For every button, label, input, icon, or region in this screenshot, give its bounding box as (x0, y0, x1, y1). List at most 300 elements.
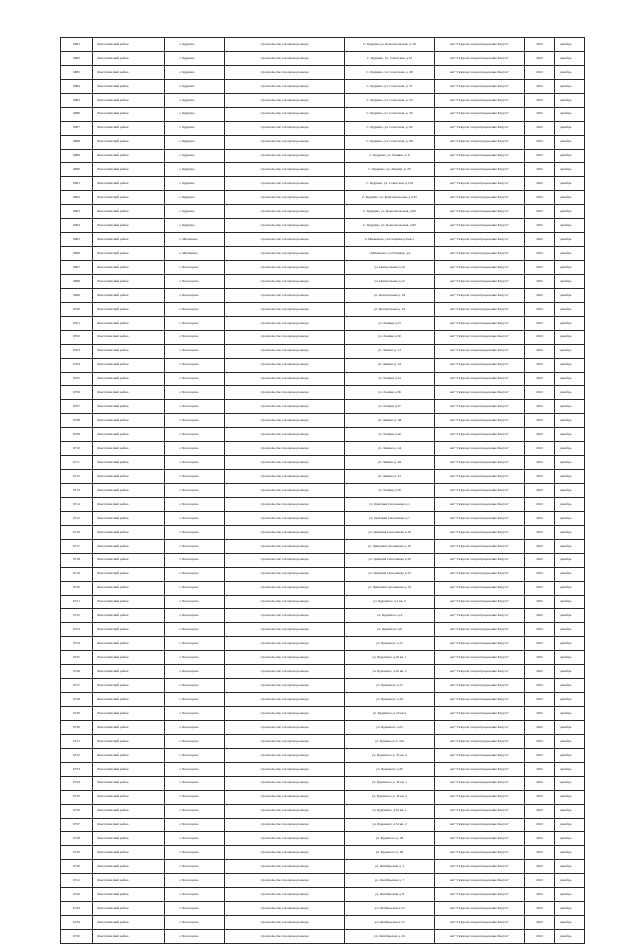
month-cell: декабрь (555, 205, 585, 219)
work-type-cell: строительство газопровода-ввода (225, 205, 345, 219)
district-cell: Хвастовичский район (93, 539, 165, 553)
row-number: 6681 (61, 38, 93, 52)
settlement-cell: с. Кудрино (165, 79, 225, 93)
work-type-cell: строительство газопровода-ввода (225, 51, 345, 65)
row-number: 6744 (61, 916, 93, 930)
district-cell: Хвастовичский район (93, 414, 165, 428)
row-number: 6730 (61, 720, 93, 734)
work-type-cell: строительство газопровода-ввода (225, 693, 345, 707)
table-row (61, 163, 585, 177)
settlement-cell: с. Кудрино (165, 51, 225, 65)
district-cell: Хвастовичский район (93, 456, 165, 470)
address-cell: ул. Буденного д.19 кв.2 (345, 707, 435, 721)
district-cell: Хвастовичский район (93, 65, 165, 79)
work-type-cell: строительство газопровода-ввода (225, 316, 345, 330)
row-number: 6732 (61, 748, 93, 762)
settlement-cell: с. Белозерово (165, 860, 225, 874)
year-cell: 2022 (525, 330, 555, 344)
row-number: 6708 (61, 414, 93, 428)
address-cell: ул. Дмитрия Сисоенкова д. 25 (345, 539, 435, 553)
address-cell: ул. Дмитрия Сисоенкова д.7 (345, 511, 435, 525)
year-cell: 2022 (525, 205, 555, 219)
district-cell: Хвастовичский район (93, 720, 165, 734)
month-cell: декабрь (555, 525, 585, 539)
district-cell: Хвастовичский район (93, 860, 165, 874)
settlement-cell: с. Белозерово (165, 930, 225, 944)
address-cell: ул. Октябрьская д. 8 (345, 888, 435, 902)
year-cell: 2022 (525, 121, 555, 135)
address-cell: С. Кудрино, ул. Комсомольская, д.66 (345, 205, 435, 219)
settlement-cell: с. Милюково (165, 247, 225, 261)
table-row (61, 177, 585, 191)
month-cell: декабрь (555, 400, 585, 414)
settlement-cell: с. Белозерово (165, 261, 225, 275)
table-body (61, 38, 585, 944)
row-number: 6702 (61, 330, 93, 344)
contractor-cell: АО "Газпром газораспределение Калуга" (435, 316, 525, 330)
year-cell: 2022 (525, 846, 555, 860)
work-type-cell: строительство газопровода-ввода (225, 567, 345, 581)
row-number: 6682 (61, 51, 93, 65)
address-cell: ул. Буденного д.23 (345, 720, 435, 734)
year-cell: 2022 (525, 637, 555, 651)
table-row (61, 51, 585, 65)
address-cell: ул. Центральная д.10 (345, 261, 435, 275)
row-number: 6737 (61, 818, 93, 832)
row-number: 6715 (61, 511, 93, 525)
contractor-cell: АО "Газпром газораспределение Калуга" (435, 38, 525, 52)
row-number: 6698 (61, 274, 93, 288)
year-cell: 2022 (525, 762, 555, 776)
district-cell: Хвастовичский район (93, 163, 165, 177)
month-cell: декабрь (555, 372, 585, 386)
month-cell: декабрь (555, 414, 585, 428)
table-row (61, 832, 585, 846)
year-cell: 2022 (525, 428, 555, 442)
address-cell: С. Кудрино, ул. Советская, д.23 (345, 51, 435, 65)
month-cell: декабрь (555, 330, 585, 344)
month-cell: декабрь (555, 93, 585, 107)
district-cell: Хвастовичский район (93, 553, 165, 567)
contractor-cell: АО "Газпром газораспределение Калуга" (435, 79, 525, 93)
district-cell: Хвастовичский район (93, 511, 165, 525)
address-cell: ул. Буденного д.16 кв. 1 (345, 651, 435, 665)
table-row (61, 930, 585, 944)
contractor-cell: АО "Газпром газораспределение Калуга" (435, 874, 525, 888)
month-cell: декабрь (555, 693, 585, 707)
work-type-cell: строительство газопровода-ввода (225, 219, 345, 233)
row-number: 6712 (61, 470, 93, 484)
month-cell: декабрь (555, 233, 585, 247)
work-type-cell: строительство газопровода-ввода (225, 832, 345, 846)
district-cell: Хвастовичский район (93, 428, 165, 442)
contractor-cell: АО "Газпром газораспределение Калуга" (435, 497, 525, 511)
district-cell: Хвастовичский район (93, 595, 165, 609)
address-cell: ул. Ленина д.36 (345, 386, 435, 400)
district-cell: Хвастовичский район (93, 734, 165, 748)
district-cell: Хвастовичский район (93, 79, 165, 93)
address-cell: с.Милюково, ул.Полевая, д.4 (345, 247, 435, 261)
table-row (61, 205, 585, 219)
settlement-cell: с. Белозерово (165, 497, 225, 511)
settlement-cell: с. Кудрино (165, 121, 225, 135)
month-cell: декабрь (555, 581, 585, 595)
month-cell: декабрь (555, 288, 585, 302)
table-row (61, 595, 585, 609)
row-number: 6695 (61, 233, 93, 247)
month-cell: декабрь (555, 902, 585, 916)
year-cell: 2022 (525, 553, 555, 567)
year-cell: 2022 (525, 693, 555, 707)
settlement-cell: с. Белозерово (165, 581, 225, 595)
work-type-cell: строительство газопровода-ввода (225, 888, 345, 902)
settlement-cell: с. Белозерово (165, 748, 225, 762)
year-cell: 2022 (525, 247, 555, 261)
settlement-cell: с. Белозерово (165, 539, 225, 553)
year-cell: 2022 (525, 511, 555, 525)
contractor-cell: АО "Газпром газораспределение Калуга" (435, 93, 525, 107)
row-number: 6717 (61, 539, 93, 553)
row-number: 6683 (61, 65, 93, 79)
table-row (61, 553, 585, 567)
row-number: 6740 (61, 860, 93, 874)
table-row (61, 693, 585, 707)
month-cell: декабрь (555, 762, 585, 776)
year-cell: 2022 (525, 902, 555, 916)
month-cell: декабрь (555, 219, 585, 233)
work-type-cell: строительство газопровода-ввода (225, 121, 345, 135)
settlement-cell: с. Белозерово (165, 358, 225, 372)
row-number: 6736 (61, 804, 93, 818)
table-row (61, 247, 585, 261)
address-cell: ул. Ленина д. 44 (345, 442, 435, 456)
address-cell: С. Кудрино, ул. Советская, д.156 (345, 177, 435, 191)
row-number: 6726 (61, 665, 93, 679)
table-row (61, 860, 585, 874)
month-cell: декабрь (555, 595, 585, 609)
month-cell: декабрь (555, 316, 585, 330)
district-cell: Хвастовичский район (93, 832, 165, 846)
year-cell: 2022 (525, 567, 555, 581)
month-cell: декабрь (555, 623, 585, 637)
address-cell: ул. Буденного д.34 кв. 2 (345, 818, 435, 832)
month-cell: декабрь (555, 484, 585, 498)
work-type-cell: строительство газопровода-ввода (225, 93, 345, 107)
row-number: 6687 (61, 121, 93, 135)
contractor-cell: АО "Газпром газораспределение Калуга" (435, 65, 525, 79)
contractor-cell: АО "Газпром газораспределение Калуга" (435, 261, 525, 275)
row-number: 6718 (61, 553, 93, 567)
month-cell: декабрь (555, 428, 585, 442)
month-cell: декабрь (555, 804, 585, 818)
work-type-cell: строительство газопровода-ввода (225, 748, 345, 762)
settlement-cell: с. Белозерово (165, 609, 225, 623)
month-cell: декабрь (555, 511, 585, 525)
month-cell: декабрь (555, 470, 585, 484)
district-cell: Хвастовичский район (93, 233, 165, 247)
work-type-cell: строительство газопровода-ввода (225, 623, 345, 637)
address-cell: С. Кудрино, ул. Советская, д. 62 (345, 121, 435, 135)
year-cell: 2022 (525, 261, 555, 275)
district-cell: Хвастовичский район (93, 274, 165, 288)
address-cell: ул. Буденного д.8 (345, 623, 435, 637)
table-row (61, 386, 585, 400)
year-cell: 2022 (525, 790, 555, 804)
month-cell: декабрь (555, 121, 585, 135)
work-type-cell: строительство газопровода-ввода (225, 400, 345, 414)
work-type-cell: строительство газопровода-ввода (225, 177, 345, 191)
table-row (61, 400, 585, 414)
work-type-cell: строительство газопровода-ввода (225, 274, 345, 288)
month-cell: декабрь (555, 135, 585, 149)
year-cell: 2022 (525, 707, 555, 721)
year-cell: 2022 (525, 734, 555, 748)
work-type-cell: строительство газопровода-ввода (225, 930, 345, 944)
row-number: 6727 (61, 679, 93, 693)
contractor-cell: АО "Газпром газораспределение Калуга" (435, 484, 525, 498)
work-type-cell: строительство газопровода-ввода (225, 191, 345, 205)
district-cell: Хвастовичский район (93, 693, 165, 707)
row-number: 6690 (61, 163, 93, 177)
district-cell: Хвастовичский район (93, 302, 165, 316)
row-number: 6722 (61, 609, 93, 623)
month-cell: декабрь (555, 442, 585, 456)
year-cell: 2022 (525, 651, 555, 665)
year-cell: 2022 (525, 860, 555, 874)
row-number: 6709 (61, 428, 93, 442)
address-cell: ул. Буденного д. 32 кв. 2 (345, 790, 435, 804)
month-cell: декабрь (555, 553, 585, 567)
address-cell: ул. Ленина д. 31 (345, 344, 435, 358)
district-cell: Хвастовичский район (93, 637, 165, 651)
settlement-cell: с. Кудрино (165, 163, 225, 177)
table-row (61, 372, 585, 386)
table-row (61, 707, 585, 721)
settlement-cell: с. Белозерово (165, 720, 225, 734)
year-cell: 2022 (525, 372, 555, 386)
contractor-cell: АО "Газпром газораспределение Калуга" (435, 428, 525, 442)
year-cell: 2022 (525, 219, 555, 233)
address-cell: ул. Ленина д.40 (345, 428, 435, 442)
row-number: 6723 (61, 623, 93, 637)
district-cell: Хвастовичский район (93, 665, 165, 679)
settlement-cell: с. Белозерово (165, 484, 225, 498)
month-cell: декабрь (555, 567, 585, 581)
table-row (61, 874, 585, 888)
address-cell: ул. Ленина д.37 (345, 400, 435, 414)
table-row (61, 818, 585, 832)
address-cell: ул. Буденного д. 25 кв. 2 (345, 748, 435, 762)
contractor-cell: АО "Газпром газораспределение Калуга" (435, 679, 525, 693)
address-cell: ул. Буденного д.18 (345, 693, 435, 707)
row-number: 6704 (61, 358, 93, 372)
contractor-cell: АО "Газпром газораспределение Калуга" (435, 470, 525, 484)
address-cell: ул. Октябрьская д. 4 (345, 860, 435, 874)
year-cell: 2022 (525, 274, 555, 288)
address-cell: ул. Ленина д.34 (345, 372, 435, 386)
contractor-cell: АО "Газпром газораспределение Калуга" (435, 776, 525, 790)
district-cell: Хвастовичский район (93, 776, 165, 790)
address-cell: ул. Буденного д. 32 кв. 1 (345, 776, 435, 790)
work-type-cell: строительство газопровода-ввода (225, 651, 345, 665)
address-cell: ул. Ленина д. 38 (345, 414, 435, 428)
settlement-cell: с. Белозерово (165, 595, 225, 609)
work-type-cell: строительство газопровода-ввода (225, 525, 345, 539)
row-number: 6686 (61, 107, 93, 121)
work-type-cell: строительство газопровода-ввода (225, 553, 345, 567)
settlement-cell: с. Белозерово (165, 846, 225, 860)
year-cell: 2022 (525, 79, 555, 93)
month-cell: декабрь (555, 247, 585, 261)
row-number: 6688 (61, 135, 93, 149)
month-cell: декабрь (555, 748, 585, 762)
work-type-cell: строительство газопровода-ввода (225, 330, 345, 344)
table-row (61, 790, 585, 804)
settlement-cell: с. Белозерово (165, 665, 225, 679)
settlement-cell: с. Белозерово (165, 316, 225, 330)
month-cell: декабрь (555, 707, 585, 721)
table-row (61, 484, 585, 498)
month-cell: декабрь (555, 107, 585, 121)
contractor-cell: АО "Газпром газораспределение Калуга" (435, 832, 525, 846)
year-cell: 2022 (525, 679, 555, 693)
row-number: 6700 (61, 302, 93, 316)
address-cell: ул. Октябрьская д.12 (345, 902, 435, 916)
settlement-cell: с. Белозерово (165, 302, 225, 316)
district-cell: Хвастовичский район (93, 38, 165, 52)
work-type-cell: строительство газопровода-ввода (225, 442, 345, 456)
month-cell: декабрь (555, 274, 585, 288)
row-number: 6711 (61, 456, 93, 470)
row-number: 6684 (61, 79, 93, 93)
district-cell: Хвастовичский район (93, 344, 165, 358)
address-cell: ул. Буденного д.34 кв. 1 (345, 804, 435, 818)
settlement-cell: с. Белозерово (165, 734, 225, 748)
district-cell: Хвастовичский район (93, 288, 165, 302)
table-row (61, 804, 585, 818)
settlement-cell: с. Белозерово (165, 693, 225, 707)
contractor-cell: АО "Газпром газораспределение Калуга" (435, 386, 525, 400)
district-cell: Хвастовичский район (93, 902, 165, 916)
address-cell: ул. Буденного д.17 (345, 679, 435, 693)
row-number: 6724 (61, 637, 93, 651)
work-type-cell: строительство газопровода-ввода (225, 804, 345, 818)
district-cell: Хвастовичский район (93, 888, 165, 902)
contractor-cell: АО "Газпром газораспределение Калуга" (435, 539, 525, 553)
contractor-cell: АО "Газпром газораспределение Калуга" (435, 623, 525, 637)
year-cell: 2022 (525, 233, 555, 247)
row-number: 6707 (61, 400, 93, 414)
contractor-cell: АО "Газпром газораспределение Калуга" (435, 107, 525, 121)
year-cell: 2022 (525, 470, 555, 484)
contractor-cell: АО "Газпром газораспределение Калуга" (435, 288, 525, 302)
settlement-cell: с. Белозерово (165, 623, 225, 637)
address-cell: С. Кудрино, ул. Советская, д. 68 (345, 135, 435, 149)
district-cell: Хвастовичский район (93, 623, 165, 637)
district-cell: Хвастовичский район (93, 497, 165, 511)
district-cell: Хвастовичский район (93, 51, 165, 65)
table-row (61, 428, 585, 442)
address-cell: ул. Центральная д. 18 (345, 288, 435, 302)
table-row (61, 93, 585, 107)
district-cell: Хвастовичский район (93, 651, 165, 665)
table-row (61, 916, 585, 930)
table-row (61, 219, 585, 233)
contractor-cell: АО "Газпром газораспределение Калуга" (435, 734, 525, 748)
settlement-cell: с. Белозерово (165, 400, 225, 414)
row-number: 6685 (61, 93, 93, 107)
address-cell: ул. Ленина д.30 (345, 330, 435, 344)
work-type-cell: строительство газопровода-ввода (225, 707, 345, 721)
month-cell: декабрь (555, 609, 585, 623)
year-cell: 2022 (525, 163, 555, 177)
year-cell: 2022 (525, 107, 555, 121)
year-cell: 2022 (525, 288, 555, 302)
year-cell: 2022 (525, 539, 555, 553)
row-number: 6738 (61, 832, 93, 846)
month-cell: декабрь (555, 497, 585, 511)
row-number: 6743 (61, 902, 93, 916)
district-cell: Хвастовичский район (93, 386, 165, 400)
row-number: 6713 (61, 484, 93, 498)
table-row (61, 121, 585, 135)
address-cell: ул. Центральная д. 19 (345, 302, 435, 316)
district-cell: Хвастовичский район (93, 121, 165, 135)
row-number: 6742 (61, 888, 93, 902)
work-type-cell: строительство газопровода-ввода (225, 372, 345, 386)
table-row (61, 135, 585, 149)
work-type-cell: строительство газопровода-ввода (225, 581, 345, 595)
district-cell: Хвастовичский район (93, 400, 165, 414)
year-cell: 2022 (525, 344, 555, 358)
month-cell: декабрь (555, 720, 585, 734)
row-number: 6692 (61, 191, 93, 205)
settlement-cell: с. Кудрино (165, 93, 225, 107)
row-number: 6691 (61, 177, 93, 191)
table-row (61, 233, 585, 247)
table-row (61, 316, 585, 330)
contractor-cell: АО "Газпром газораспределение Калуга" (435, 163, 525, 177)
contractor-cell: АО "Газпром газораспределение Калуга" (435, 748, 525, 762)
district-cell: Хвастовичский район (93, 261, 165, 275)
table-row (61, 344, 585, 358)
district-cell: Хвастовичский район (93, 707, 165, 721)
work-type-cell: строительство газопровода-ввода (225, 79, 345, 93)
address-cell: ул. Буденного д.4 (345, 609, 435, 623)
district-cell: Хвастовичский район (93, 762, 165, 776)
year-cell: 2022 (525, 623, 555, 637)
work-type-cell: строительство газопровода-ввода (225, 497, 345, 511)
contractor-cell: АО "Газпром газораспределение Калуга" (435, 135, 525, 149)
table-row (61, 888, 585, 902)
district-cell: Хвастовичский район (93, 205, 165, 219)
table-row (61, 442, 585, 456)
month-cell: декабрь (555, 261, 585, 275)
table-row (61, 734, 585, 748)
work-type-cell: строительство газопровода-ввода (225, 762, 345, 776)
contractor-cell: АО "Газпром газораспределение Калуга" (435, 442, 525, 456)
year-cell: 2022 (525, 442, 555, 456)
address-cell: ул. Ленина д.50 (345, 484, 435, 498)
settlement-cell: с. Белозерово (165, 456, 225, 470)
work-type-cell: строительство газопровода-ввода (225, 163, 345, 177)
month-cell: декабрь (555, 637, 585, 651)
table-row (61, 581, 585, 595)
table-row (61, 623, 585, 637)
contractor-cell: АО "Газпром газораспределение Калуга" (435, 665, 525, 679)
work-type-cell: строительство газопровода-ввода (225, 860, 345, 874)
table-row (61, 637, 585, 651)
